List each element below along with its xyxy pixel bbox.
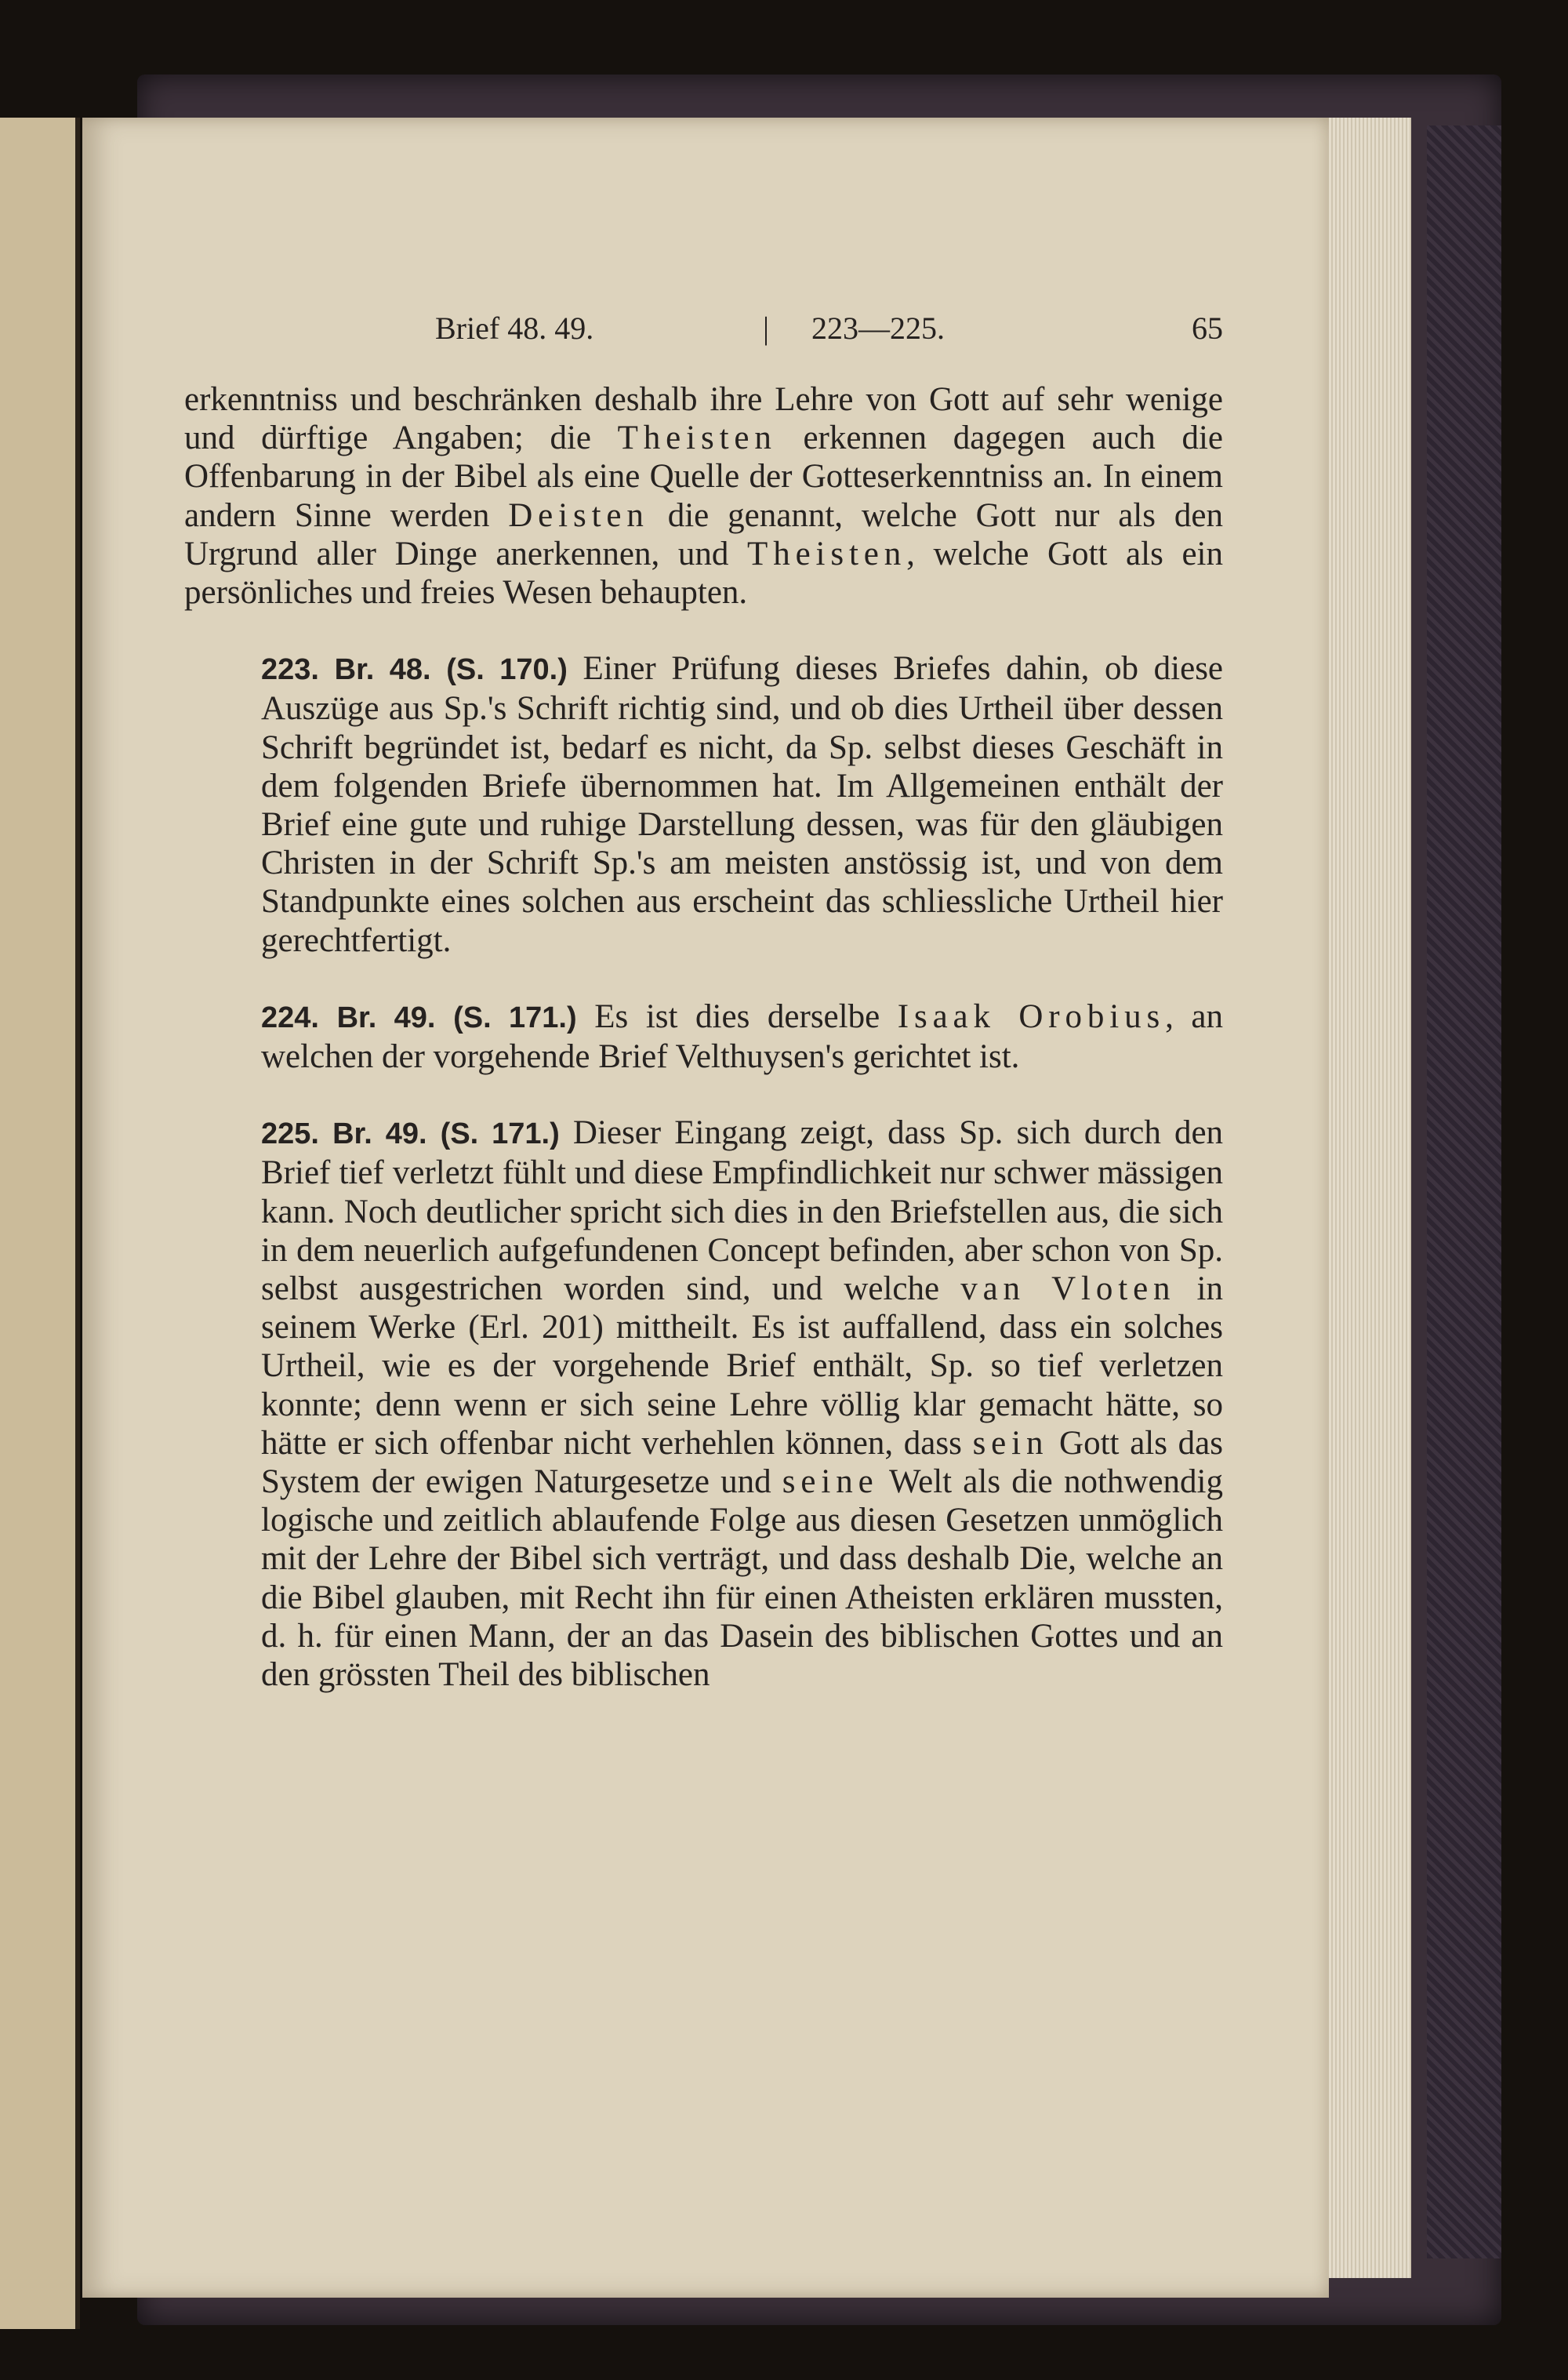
- paragraph-223: [184, 649, 1223, 960]
- header-title: Brief 48. 49.: [435, 311, 594, 346]
- text: , welche Gott als ein persönliches und freies Wesen behaupten.: [184, 535, 1223, 612]
- header-separator: |: [763, 311, 770, 346]
- paragraph-224: [184, 997, 1223, 1076]
- spaced-term: Theisten: [747, 535, 907, 572]
- section-number: 224.: [261, 1001, 319, 1034]
- page-reference: (S. 170.): [446, 653, 568, 687]
- spaced-term: Theisten: [617, 420, 777, 457]
- cover-texture: [1427, 125, 1501, 2258]
- text: , an welchen der vorgehende Brief Velthuysen's gerichtet ist.: [261, 997, 1224, 1076]
- letter-reference: Br. 49.: [332, 1117, 427, 1151]
- text: erkennen dagegen auch die Offenbarung in der Bibel als eine Quelle der Gotteserkenntniss an. In einem andern Sinne werden: [184, 420, 1223, 534]
- spaced-term: sein: [972, 1424, 1049, 1462]
- spaced-term: Deisten: [508, 496, 649, 534]
- text: die genannt, welche Gott nur als den Urgrund aller Dinge anerkennen, und: [184, 496, 1223, 572]
- text: Gott als das System der ewigen Naturgesetze und: [261, 1424, 1223, 1501]
- spaced-term: van Vloten: [960, 1270, 1176, 1308]
- text: Welt als die nothwendig logische und zeitlich ablaufende Folge aus diesen Gesetzen unmöglich mit der Lehre der Bibel sich verträgt, und dass deshalb Die, welche an die Bibel glauben, mit Recht ihn für einen Atheisten erklären mussten, d. h. für einen Mann, der an das Dasein des biblischen Gottes und an den grössten Theil des biblischen: [261, 1463, 1223, 1694]
- page-reference: (S. 171.): [440, 1117, 560, 1151]
- text: Dieser Eingang zeigt, dass Sp. sich durch den Brief tief verletzt fühlt und diese Empfindlichkeit nur schwer mässigen kann. Noch deutlicher spricht sich dies in den Briefstellen aus, die sich in dem neuerlich aufgefundenen Concept befinden, aber schon von Sp. selbst ausgestrichen worden sind, und welche: [261, 1114, 1224, 1308]
- text: erkenntniss und beschränken deshalb ihre Lehre von Gott auf sehr wenige und dürftige Angaben; die: [184, 381, 1223, 457]
- text: Es ist dies derselbe: [576, 997, 898, 1035]
- letter-reference: Br. 48.: [334, 653, 431, 687]
- book-page: [82, 118, 1329, 2298]
- page-reference: (S. 171.): [453, 1001, 577, 1034]
- page-stack-edge: [1325, 118, 1411, 2278]
- letter-reference: Br. 49.: [336, 1001, 436, 1034]
- page-number: 65: [1192, 311, 1223, 346]
- facing-page-edge: [0, 118, 80, 2329]
- running-header: [184, 310, 1223, 365]
- paragraph-continuation: [184, 380, 1223, 612]
- section-number: 225.: [261, 1117, 319, 1151]
- header-section-range: 223—225.: [811, 311, 945, 346]
- text: in seinem Werke (Erl. 201) mittheilt. Es ist auffallend, dass ein solches Urtheil, wie es der vorgehende Brief enthält, Sp. so tief verletzen konnte; denn wenn er sich seine Lehre völlig klar gemacht hätte, so hätte er sich offenbar nicht verhehlen können, dass: [261, 1270, 1223, 1462]
- spaced-term: Isaak Orobius: [897, 997, 1166, 1035]
- section-number: 223.: [261, 653, 319, 687]
- paragraph-225: [184, 1114, 1223, 1694]
- page-content: [184, 310, 1223, 1694]
- text: Einer Prüfung dieses Briefes dahin, ob diese Auszüge aus Sp.'s Schrift richtig sind, und ob dies Urtheil über dessen Schrift begründet ist, bedarf es nicht, da Sp. selbst dieses Geschäft in dem folgenden Briefe übernommen hat. Im Allgemeinen enthält der Brief eine gute und ruhige Darstellung dessen, was für den gläubigen Christen in der Schrift Sp.'s am meisten anstössig ist, und von dem Standpunkte eines solchen aus erscheint das schliessliche Urtheil hier gerechtfertigt.: [261, 650, 1224, 959]
- spaced-term: seine: [782, 1463, 879, 1501]
